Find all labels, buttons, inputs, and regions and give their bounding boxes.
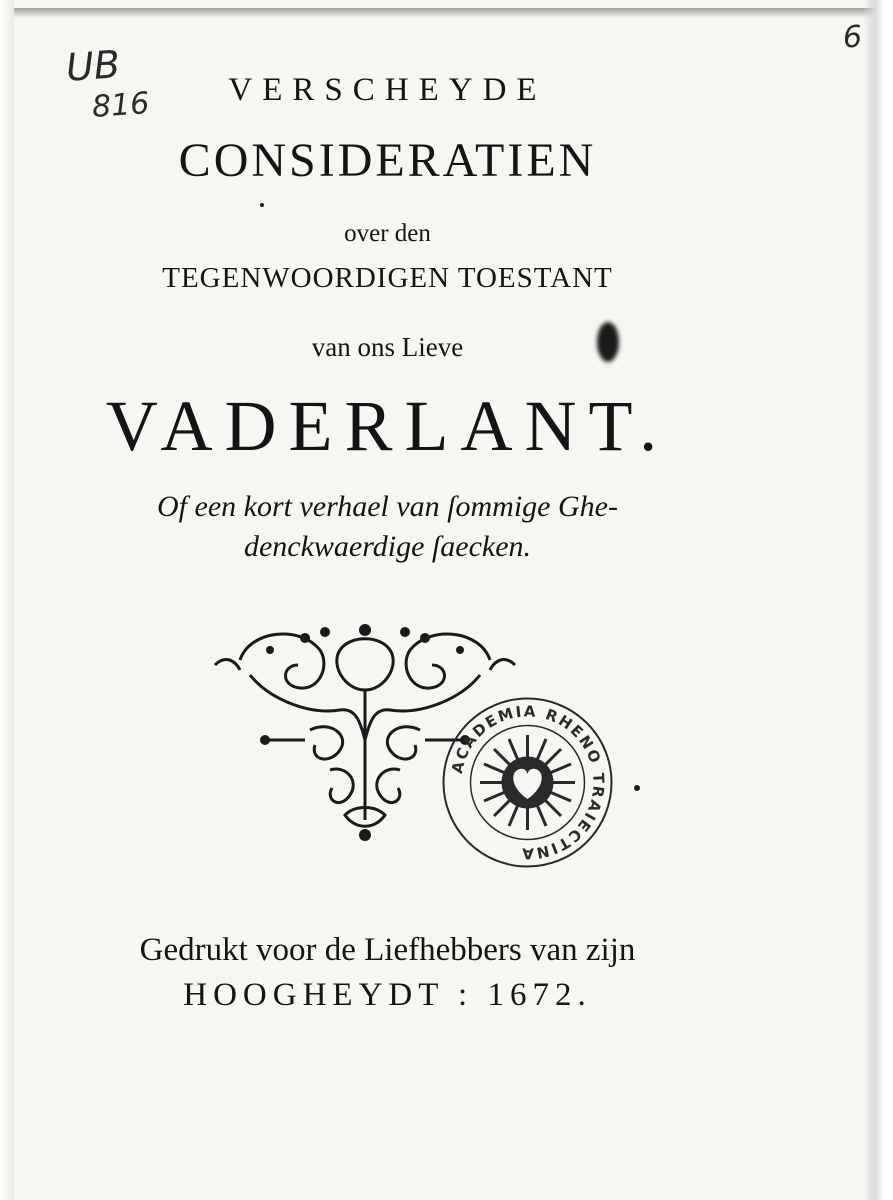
imprint-line-1: Gedrukt voor de Liefhebbers van zijn: [139, 932, 636, 968]
handwritten-shelfmark: UB: [64, 42, 122, 90]
title-line-4: TEGENWOORDIGEN TOESTANT: [162, 262, 613, 294]
speck: [260, 203, 264, 207]
stamp-text: ACADEMIA RHENO TRAIECTINA: [448, 702, 608, 863]
page-right-edge: [863, 0, 893, 1200]
title-line-6: VADERLANT.: [105, 386, 670, 466]
sun-heart-seal-icon: [480, 735, 575, 830]
handwritten-number: 816: [90, 86, 151, 125]
subtitle-line-1: Of een kort verhael van ſommige Ghe-: [157, 490, 618, 523]
handwritten-folio: 6: [841, 19, 864, 56]
title-line-1: VERSCHEYDE: [228, 72, 547, 108]
title-line-2: CONSIDERATIEN: [178, 134, 597, 187]
imprint-line-2: HOOGHEYDT : 1672.: [183, 977, 592, 1013]
subtitle-line-2: denckwaerdige ſaecken.: [243, 530, 532, 563]
page-top-edge: [10, 8, 890, 18]
speck: [634, 785, 640, 791]
library-stamp: [440, 695, 615, 870]
title-line-3: over den: [344, 220, 431, 247]
title-line-5: van ons Lieve: [311, 332, 464, 362]
